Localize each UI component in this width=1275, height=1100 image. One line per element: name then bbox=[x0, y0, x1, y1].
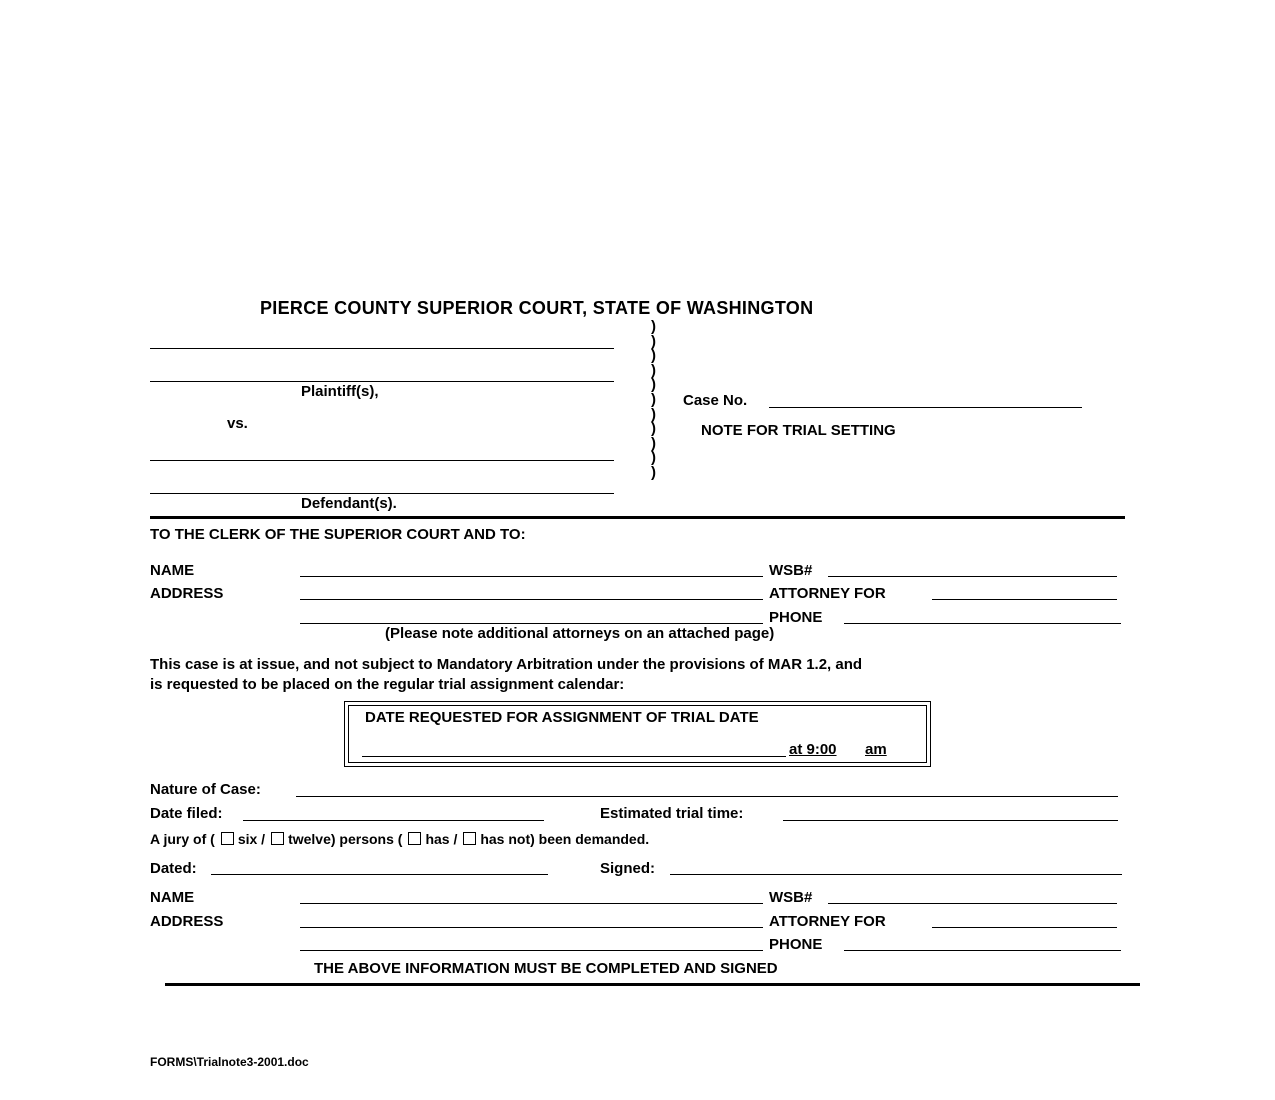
jury-six-label: six / bbox=[237, 831, 266, 847]
dated-label: Dated: bbox=[150, 860, 197, 877]
estimated-trial-time-field[interactable] bbox=[783, 820, 1118, 821]
phone-field-2[interactable] bbox=[844, 950, 1121, 951]
address-field-2b[interactable] bbox=[300, 950, 763, 951]
defendant-line-1[interactable] bbox=[150, 460, 614, 461]
trial-time-am: am bbox=[865, 741, 887, 758]
case-no-label: Case No. bbox=[683, 392, 748, 409]
wsb-field-1[interactable] bbox=[828, 576, 1117, 577]
has-checkbox[interactable] bbox=[408, 832, 421, 845]
clerk-address-line: TO THE CLERK OF THE SUPERIOR COURT AND TO: bbox=[150, 526, 526, 543]
vs-label: vs. bbox=[227, 415, 248, 432]
footer-notice: THE ABOVE INFORMATION MUST BE COMPLETED AND SIGNED bbox=[314, 960, 778, 977]
trial-date-heading: DATE REQUESTED FOR ASSIGNMENT OF TRIAL DATE bbox=[365, 709, 759, 726]
twelve-checkbox[interactable] bbox=[271, 832, 284, 845]
phone-label-2: PHONE bbox=[769, 936, 823, 953]
jury-line bbox=[150, 831, 649, 847]
court-title: PIERCE COUNTY SUPERIOR COURT, STATE OF WASHINGTON bbox=[260, 298, 814, 318]
date-filed-label: Date filed: bbox=[150, 805, 223, 822]
phone-label-1: PHONE bbox=[769, 609, 823, 626]
attorney-for-field-2[interactable] bbox=[932, 927, 1117, 928]
plaintiff-line-2[interactable] bbox=[150, 381, 614, 382]
dated-field[interactable] bbox=[211, 874, 548, 875]
wsb-field-2[interactable] bbox=[828, 903, 1117, 904]
name-label-1: NAME bbox=[150, 562, 195, 579]
nature-of-case-label: Nature of Case: bbox=[150, 781, 261, 798]
attorney-for-field-1[interactable] bbox=[932, 599, 1117, 600]
trial-date-field[interactable] bbox=[362, 756, 786, 757]
caption-divider bbox=[150, 516, 1125, 519]
signed-field[interactable] bbox=[670, 874, 1122, 875]
statement-line-1: This case is at issue, and not subject to Mandatory Arbitration under the provisions of MAR 1.2, and bbox=[150, 656, 863, 673]
jury-prefix: A jury of ( bbox=[150, 831, 215, 847]
attorney-for-label-1: ATTORNEY FOR bbox=[769, 585, 886, 602]
caption-parens: ) ) ) ) ) ) ) ) ) ) ) bbox=[651, 318, 656, 481]
attorney-for-label-2: ATTORNEY FOR bbox=[769, 913, 886, 930]
estimated-trial-time-label: Estimated trial time: bbox=[600, 805, 744, 822]
address-field-1b[interactable] bbox=[300, 623, 763, 624]
wsb-label-2: WSB# bbox=[769, 889, 813, 906]
name-field-1[interactable] bbox=[300, 576, 763, 577]
address-field-1a[interactable] bbox=[300, 599, 763, 600]
has-not-checkbox[interactable] bbox=[463, 832, 476, 845]
date-filed-field[interactable] bbox=[243, 820, 544, 821]
address-label-2: ADDRESS bbox=[150, 913, 224, 930]
jury-twelve-label: twelve) persons ( bbox=[288, 831, 403, 847]
footer-rule bbox=[165, 983, 1140, 986]
wsb-label-1: WSB# bbox=[769, 562, 813, 579]
plaintiff-line-1[interactable] bbox=[150, 348, 614, 349]
name-field-2[interactable] bbox=[300, 903, 763, 904]
form-id: FORMS\Trialnote3-2001.doc bbox=[150, 1055, 309, 1069]
phone-field-1[interactable] bbox=[844, 623, 1121, 624]
address-field-2a[interactable] bbox=[300, 927, 763, 928]
plaintiff-label: Plaintiff(s), bbox=[301, 383, 379, 400]
name-label-2: NAME bbox=[150, 889, 195, 906]
defendant-line-2[interactable] bbox=[150, 493, 614, 494]
jury-has-label: has / bbox=[425, 831, 458, 847]
case-no-field[interactable] bbox=[769, 407, 1082, 408]
statement-line-2: is requested to be placed on the regular trial assignment calendar: bbox=[150, 676, 625, 693]
address-label-1: ADDRESS bbox=[150, 585, 224, 602]
jury-has-not-label: has not) been demanded. bbox=[480, 831, 650, 847]
trial-time-at: at 9:00 bbox=[789, 741, 837, 758]
additional-attorneys-note: (Please note additional attorneys on an attached page) bbox=[385, 625, 775, 642]
defendant-label: Defendant(s). bbox=[301, 495, 397, 512]
six-checkbox[interactable] bbox=[221, 832, 234, 845]
nature-of-case-field[interactable] bbox=[296, 796, 1118, 797]
signed-label: Signed: bbox=[600, 860, 655, 877]
document-title: NOTE FOR TRIAL SETTING bbox=[701, 422, 896, 439]
